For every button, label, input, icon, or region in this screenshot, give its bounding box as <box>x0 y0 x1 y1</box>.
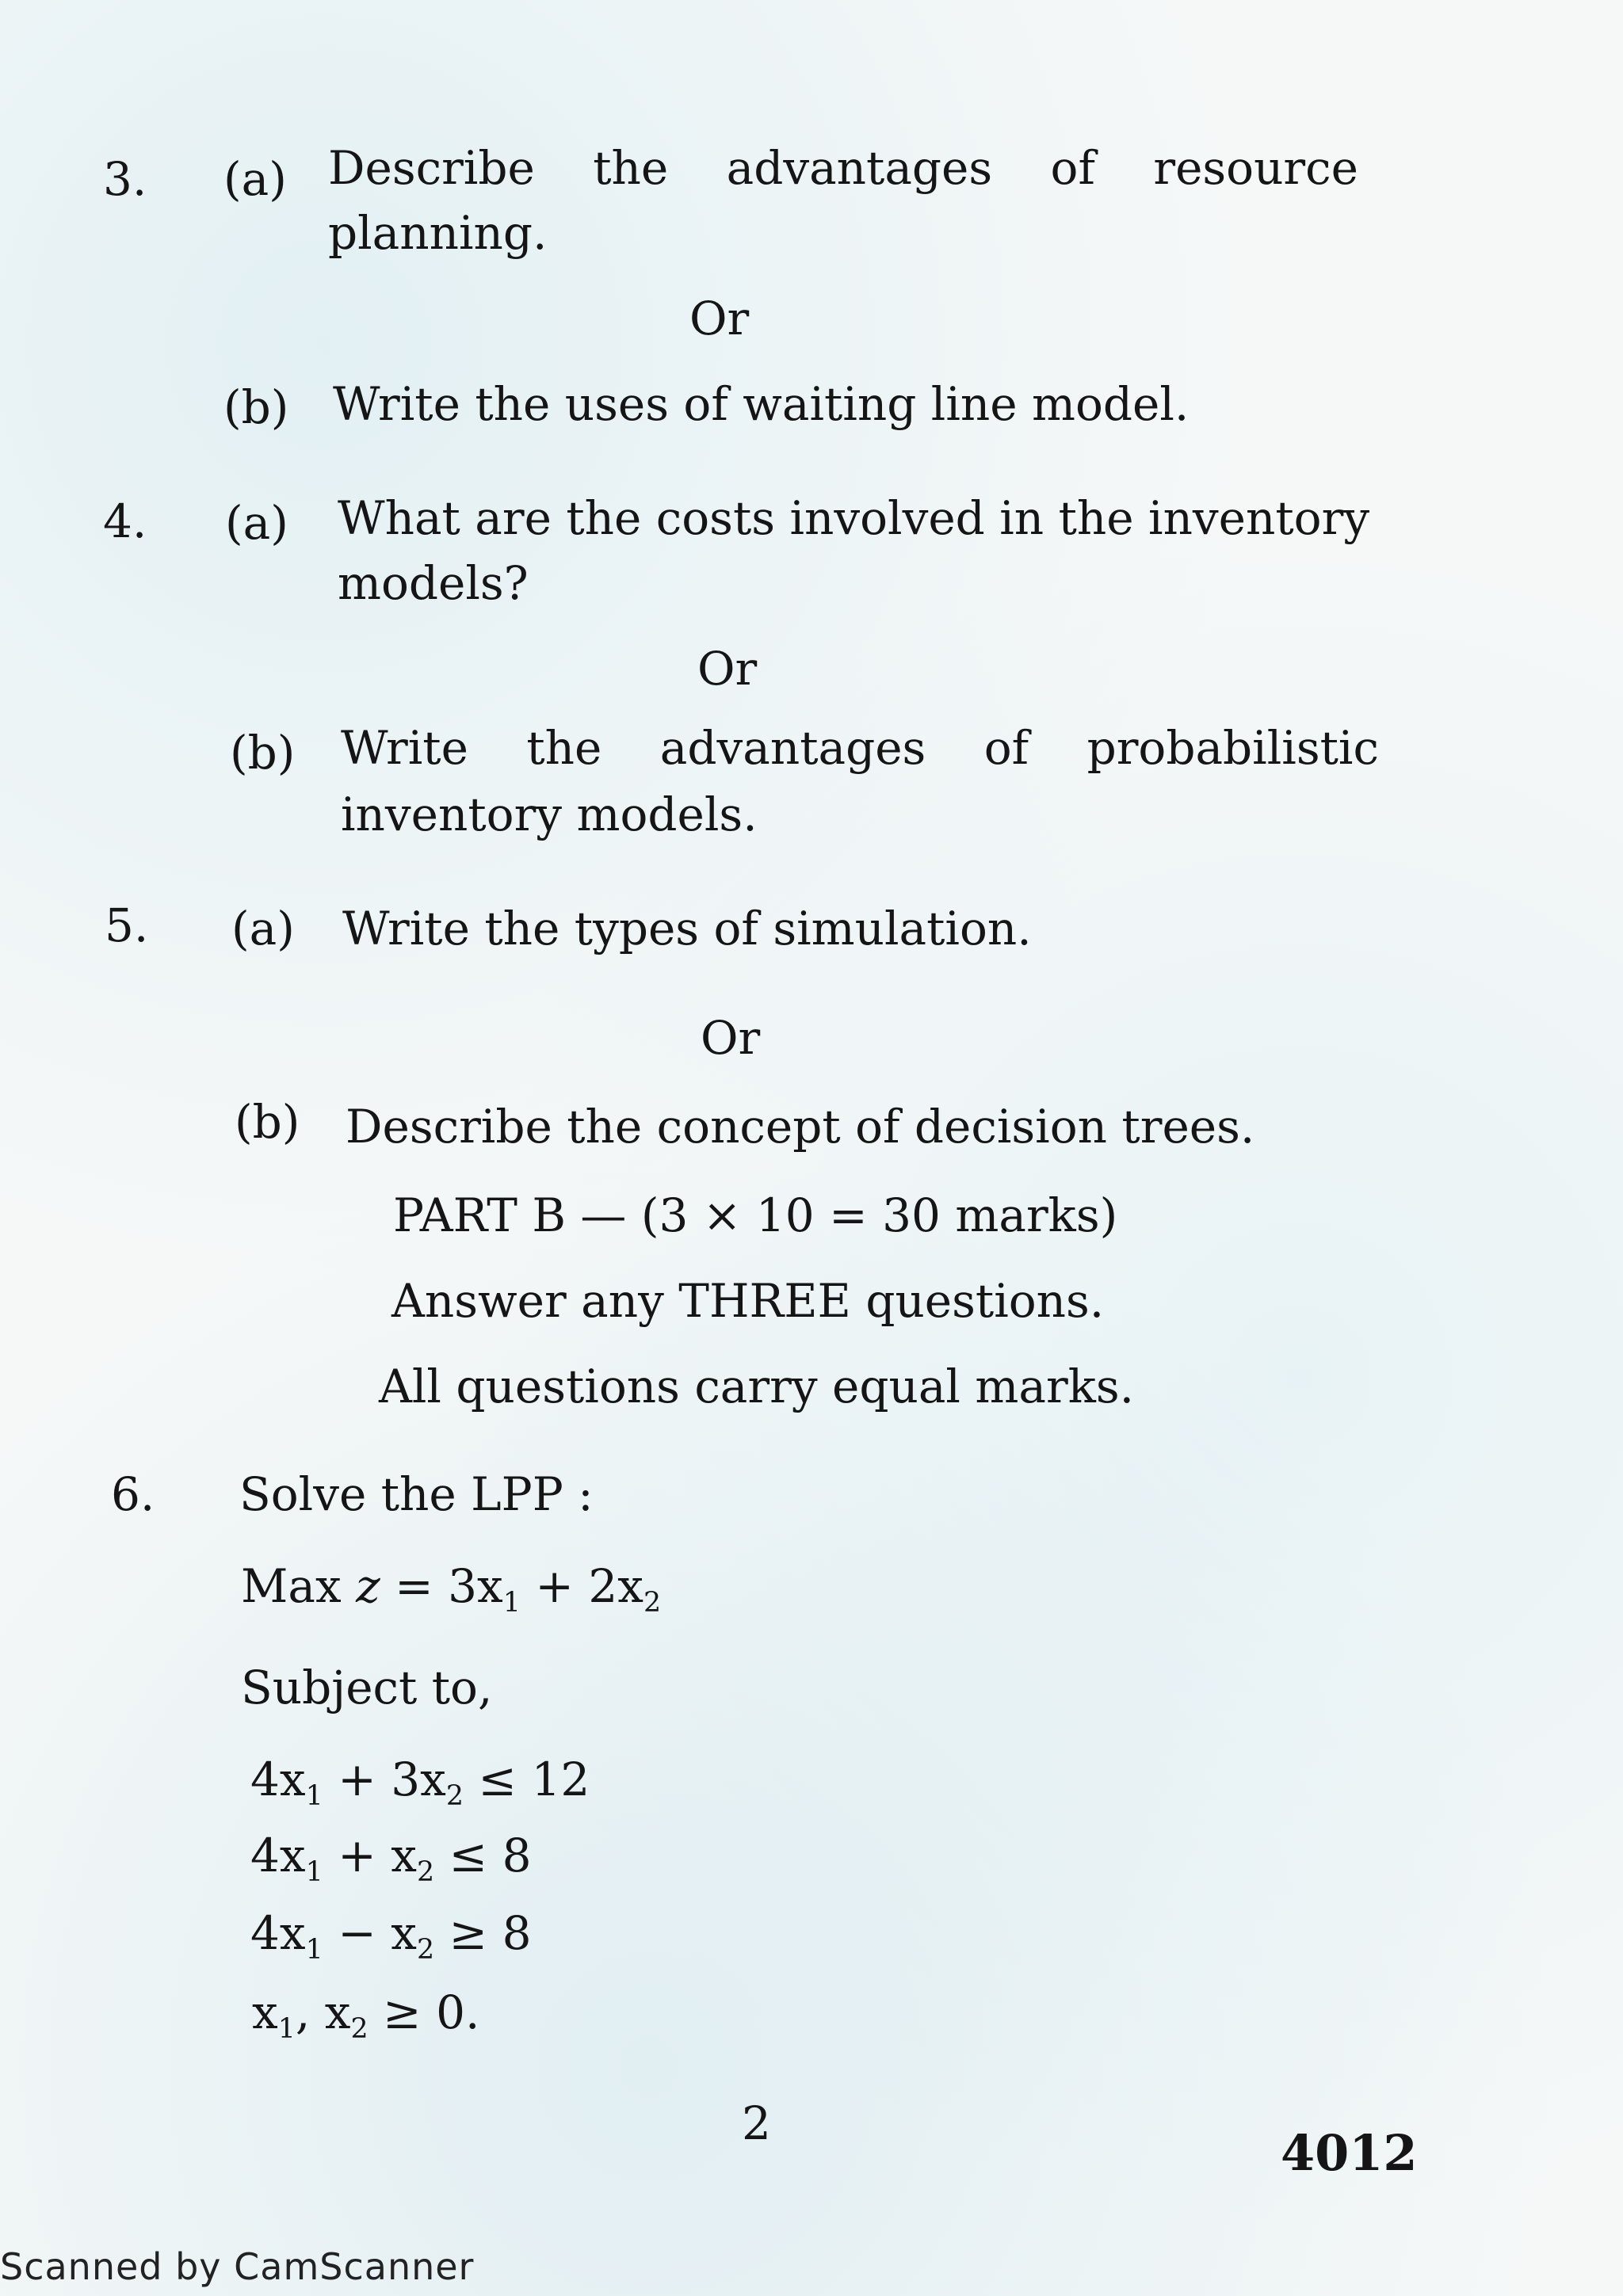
q4-b-line2: inventory models. <box>341 788 758 841</box>
constraint-subscript: 2 <box>416 1856 435 1889</box>
q3-a-word: advantages <box>726 141 993 195</box>
part-b-note: All questions carry equal marks. <box>379 1360 1135 1413</box>
q4-b-label: (b) <box>230 726 296 780</box>
constraint-term: − x <box>323 1906 417 1960</box>
constraint-4 <box>252 1984 480 2046</box>
objective-subscript-1: 1 <box>502 1587 521 1619</box>
q6-number: 6. <box>111 1467 155 1521</box>
q4-a-line2: models? <box>338 556 529 610</box>
constraint-term: 4x <box>250 1829 306 1882</box>
paper-code: 4012 <box>1281 2124 1418 2182</box>
constraint-2 <box>250 1827 532 1889</box>
q5-b-text: Describe the concept of decision trees. <box>346 1100 1255 1154</box>
q4-b-line1 <box>341 719 1379 776</box>
constraint-term: ≤ 8 <box>434 1829 532 1882</box>
constraint-3 <box>250 1905 532 1966</box>
scanner-watermark: Scanned by CamScanner <box>0 2245 475 2288</box>
q3-a-line1 <box>328 139 1358 196</box>
constraint-subscript: 1 <box>305 1780 323 1813</box>
q5-or: Or <box>701 1011 761 1065</box>
q4-b-word: Write <box>341 721 468 775</box>
constraint-term: + 3x <box>323 1753 446 1806</box>
q3-a-line2: planning. <box>328 206 548 260</box>
q3-a-word: resource <box>1153 141 1358 195</box>
q5-a-label: (a) <box>231 902 295 955</box>
q3-a-label: (a) <box>223 152 287 206</box>
constraint-term: ≤ 12 <box>464 1753 590 1806</box>
objective-subscript-2: 2 <box>643 1587 662 1619</box>
constraint-subscript: 2 <box>445 1780 464 1813</box>
constraint-1 <box>250 1751 590 1813</box>
constraint-term: , x <box>295 1985 351 2039</box>
constraint-subscript: 2 <box>350 2013 369 2046</box>
q4-b-word: advantages <box>659 721 926 775</box>
part-b-heading: PART B — (3 × 10 = 30 marks) <box>393 1188 1118 1242</box>
q4-number: 4. <box>103 494 147 548</box>
constraint-subscript: 1 <box>305 1856 323 1889</box>
q5-a-text: Write the types of simulation. <box>342 902 1032 955</box>
q6-intro: Solve the LPP : <box>239 1467 594 1521</box>
q4-b-word: the <box>526 721 602 775</box>
objective-prefix: Max <box>241 1559 342 1613</box>
constraint-subscript: 1 <box>277 2013 296 2046</box>
constraint-subscript: 1 <box>305 1934 323 1966</box>
q3-number: 3. <box>103 152 147 206</box>
q3-a-word: of <box>1050 141 1095 195</box>
constraint-term: + x <box>323 1829 417 1882</box>
constraint-term: ≥ 8 <box>434 1906 532 1960</box>
q4-a-label: (a) <box>225 496 288 550</box>
page-number: 2 <box>742 2096 771 2150</box>
q3-a-word: Describe <box>328 141 535 195</box>
objective-variable: z <box>356 1559 380 1613</box>
q3-b-text: Write the uses of waiting line model. <box>333 377 1190 431</box>
q5-number: 5. <box>105 898 149 952</box>
q4-b-word: of <box>983 721 1029 775</box>
objective-term-2: + 2x <box>535 1559 644 1613</box>
q6-subject-to: Subject to, <box>241 1661 493 1714</box>
constraint-term: x <box>252 1985 278 2039</box>
q3-b-label: (b) <box>223 380 289 434</box>
constraint-term: 4x <box>250 1753 306 1806</box>
q4-or: Or <box>697 642 758 696</box>
q5-b-label: (b) <box>235 1095 300 1149</box>
q4-a-line1: What are the costs involved in the inventory <box>338 491 1370 545</box>
objective-term-1: = 3x <box>395 1559 503 1613</box>
q3-or: Or <box>689 292 750 345</box>
q3-a-word: the <box>593 141 669 195</box>
constraint-term: 4x <box>250 1906 306 1960</box>
q4-b-word: probabilistic <box>1086 721 1379 775</box>
part-b-instruction: Answer any THREE questions. <box>391 1274 1105 1328</box>
constraint-subscript: 2 <box>416 1934 435 1966</box>
q6-objective <box>241 1558 662 1619</box>
constraint-term: ≥ 0. <box>368 1985 480 2039</box>
